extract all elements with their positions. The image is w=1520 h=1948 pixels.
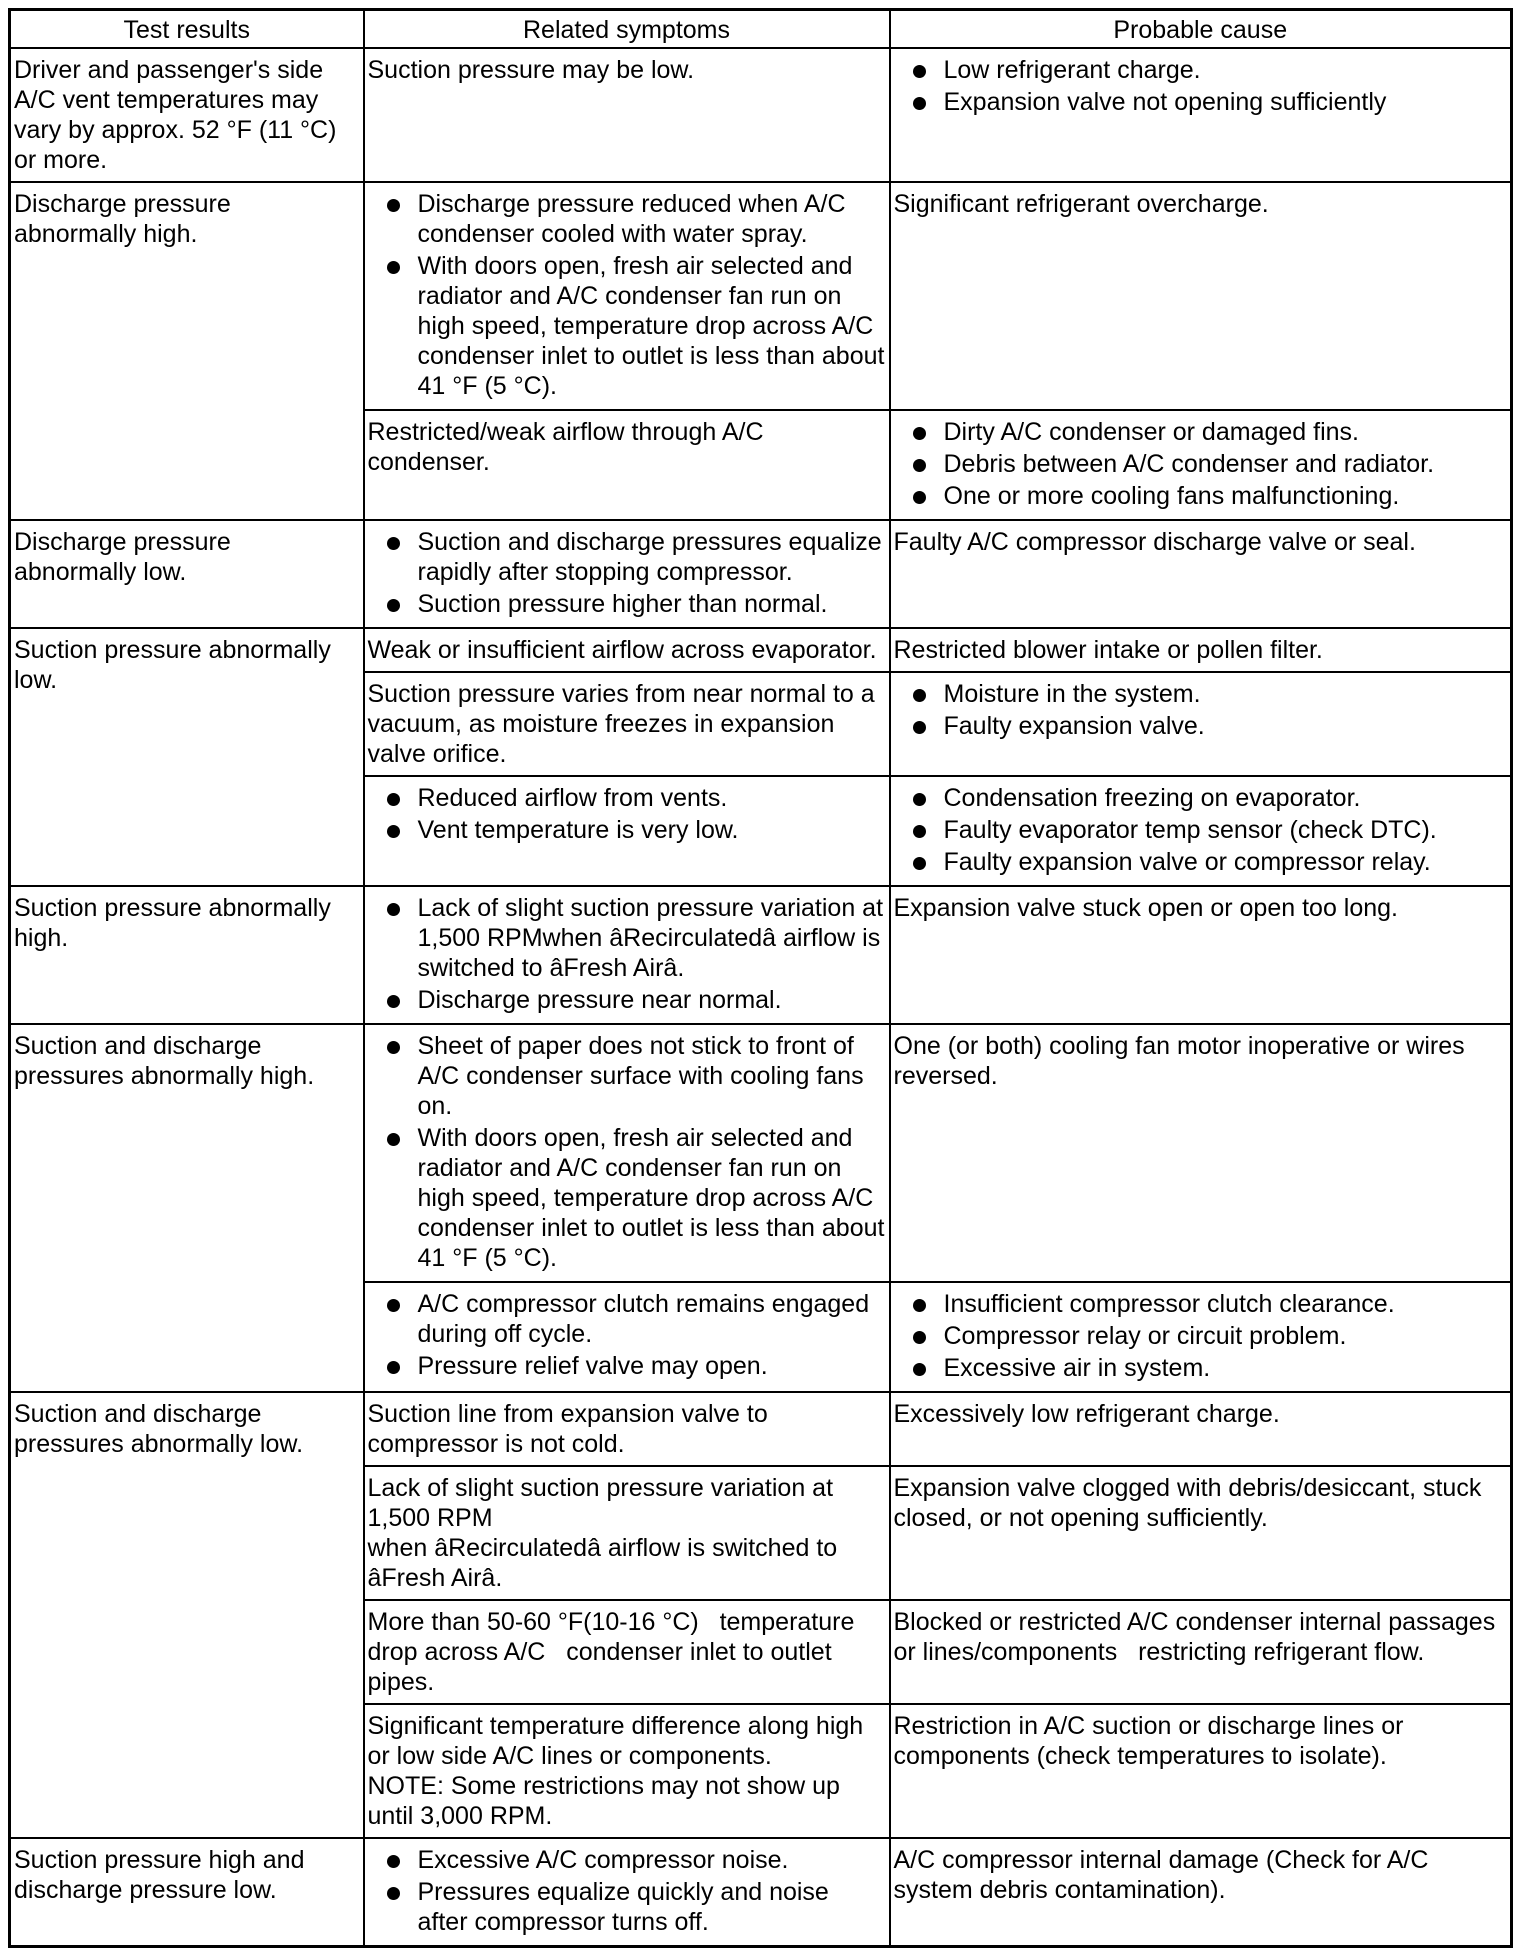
symptom-item: Reduced airflow from vents. [368,783,885,813]
symptom-cell [364,776,890,886]
cause-cell: A/C compressor internal damage (Check for A/C system debris contamination). [890,1838,1512,1947]
symptom-item: Discharge pressure reduced when A/C condenser cooled with water spray. [368,189,885,249]
symptom-cell: Suction pressure varies from near normal to a vacuum, as moisture freezes in expansion valve orifice. [364,672,890,776]
symptom-item: A/C compressor clutch remains engaged during off cycle. [368,1289,885,1349]
test-result-cell: Suction and discharge pressures abnormally low. [10,1392,364,1838]
test-result-cell: Driver and passenger's side A/C vent temperatures may vary by approx. 52 °F (11 °C) or more. [10,48,364,182]
cause-cell [890,410,1512,520]
cause-cell: One (or both) cooling fan motor inoperative or wires reversed. [890,1024,1512,1282]
header-row [10,10,1512,49]
symptom-cell [364,886,890,1024]
cause-cell: Expansion valve stuck open or open too long. [890,886,1512,1024]
test-result-cell: Suction pressure abnormally low. [10,628,364,886]
cause-item: Excessive air in system. [894,1353,1507,1383]
symptom-item: Discharge pressure near normal. [368,985,885,1015]
cause-item: Expansion valve not opening sufficiently [894,87,1507,117]
symptom-cell: Suction pressure may be low. [364,48,890,182]
cause-cell: Restriction in A/C suction or discharge lines or components (check temperatures to isolate). [890,1704,1512,1838]
table-row [10,1024,1512,1282]
cause-cell: Significant refrigerant overcharge. [890,182,1512,410]
symptom-item: Suction pressure higher than normal. [368,589,885,619]
cause-item: Faulty evaporator temp sensor (check DTC). [894,815,1507,845]
table-row [10,628,1512,672]
table-row [10,48,1512,182]
cause-item: Dirty A/C condenser or damaged fins. [894,417,1507,447]
table-row [10,182,1512,410]
symptom-item: Vent temperature is very low. [368,815,885,845]
table-row [10,1392,1512,1466]
test-result-cell: Discharge pressure abnormally low. [10,520,364,628]
symptom-cell [364,1838,890,1947]
cause-item: Faulty expansion valve or compressor relay. [894,847,1507,877]
cause-cell [890,1282,1512,1392]
symptom-cell: Restricted/weak airflow through A/C condenser. [364,410,890,520]
header-probable-cause: Probable cause [890,10,1512,49]
symptom-item: Pressure relief valve may open. [368,1351,885,1381]
symptom-item: Excessive A/C compressor noise. [368,1845,885,1875]
symptom-cell [364,182,890,410]
symptom-item: Sheet of paper does not stick to front of A/C condenser surface with cooling fans on. [368,1031,885,1121]
table-row [10,1838,1512,1947]
cause-item: Low refrigerant charge. [894,55,1507,85]
symptom-cell: Suction line from expansion valve to compressor is not cold. [364,1392,890,1466]
cause-cell [890,48,1512,182]
cause-item: Compressor relay or circuit problem. [894,1321,1507,1351]
cause-item: One or more cooling fans malfunctioning. [894,481,1507,511]
symptom-cell: Significant temperature difference along high or low side A/C lines or components. NOTE: Some restrictions may not show up until 3,000 RPM. [364,1704,890,1838]
document-page [8,8,1510,1948]
cause-item: Moisture in the system. [894,679,1507,709]
test-result-cell: Discharge pressure abnormally high. [10,182,364,520]
symptom-cell: More than 50-60 °F(10-16 °C) temperature drop across A/C condenser inlet to outlet pipes. [364,1600,890,1704]
table-row [10,520,1512,628]
cause-cell [890,776,1512,886]
test-result-cell: Suction pressure high and discharge pressure low. [10,1838,364,1947]
ac-diagnosis-table [8,8,1513,1948]
cause-cell [890,672,1512,776]
symptom-cell: Weak or insufficient airflow across evaporator. [364,628,890,672]
table-row [10,886,1512,1024]
symptom-item: Lack of slight suction pressure variation at 1,500 RPMwhen âRecirculatedâ airflow is switched to âFresh Airâ. [368,893,885,983]
test-result-cell: Suction pressure abnormally high. [10,886,364,1024]
cause-cell: Faulty A/C compressor discharge valve or seal. [890,520,1512,628]
cause-item: Condensation freezing on evaporator. [894,783,1507,813]
cause-item: Insufficient compressor clutch clearance. [894,1289,1507,1319]
header-related-symptoms: Related symptoms [364,10,890,49]
symptom-cell [364,520,890,628]
cause-item: Faulty expansion valve. [894,711,1507,741]
symptom-item: Pressures equalize quickly and noise after compressor turns off. [368,1877,885,1937]
symptom-cell [364,1282,890,1392]
symptom-item: With doors open, fresh air selected and radiator and A/C condenser fan run on high speed, temperature drop across A/C condenser inlet to outlet is less than about 41 °F (5 °C). [368,251,885,401]
symptom-cell [364,1024,890,1282]
cause-cell: Blocked or restricted A/C condenser internal passages or lines/components restricting refrigerant flow. [890,1600,1512,1704]
cause-item: Debris between A/C condenser and radiator. [894,449,1507,479]
test-result-cell: Suction and discharge pressures abnormally high. [10,1024,364,1392]
symptom-item: With doors open, fresh air selected and radiator and A/C condenser fan run on high speed, temperature drop across A/C condenser inlet to outlet is less than about 41 °F (5 °C). [368,1123,885,1273]
header-test-results: Test results [10,10,364,49]
cause-cell: Restricted blower intake or pollen filter. [890,628,1512,672]
symptom-item: Suction and discharge pressures equalize rapidly after stopping compressor. [368,527,885,587]
cause-cell: Expansion valve clogged with debris/desiccant, stuck closed, or not opening sufficiently. [890,1466,1512,1600]
symptom-cell: Lack of slight suction pressure variation at 1,500 RPM when âRecirculatedâ airflow is switched to âFresh Airâ. [364,1466,890,1600]
cause-cell: Excessively low refrigerant charge. [890,1392,1512,1466]
